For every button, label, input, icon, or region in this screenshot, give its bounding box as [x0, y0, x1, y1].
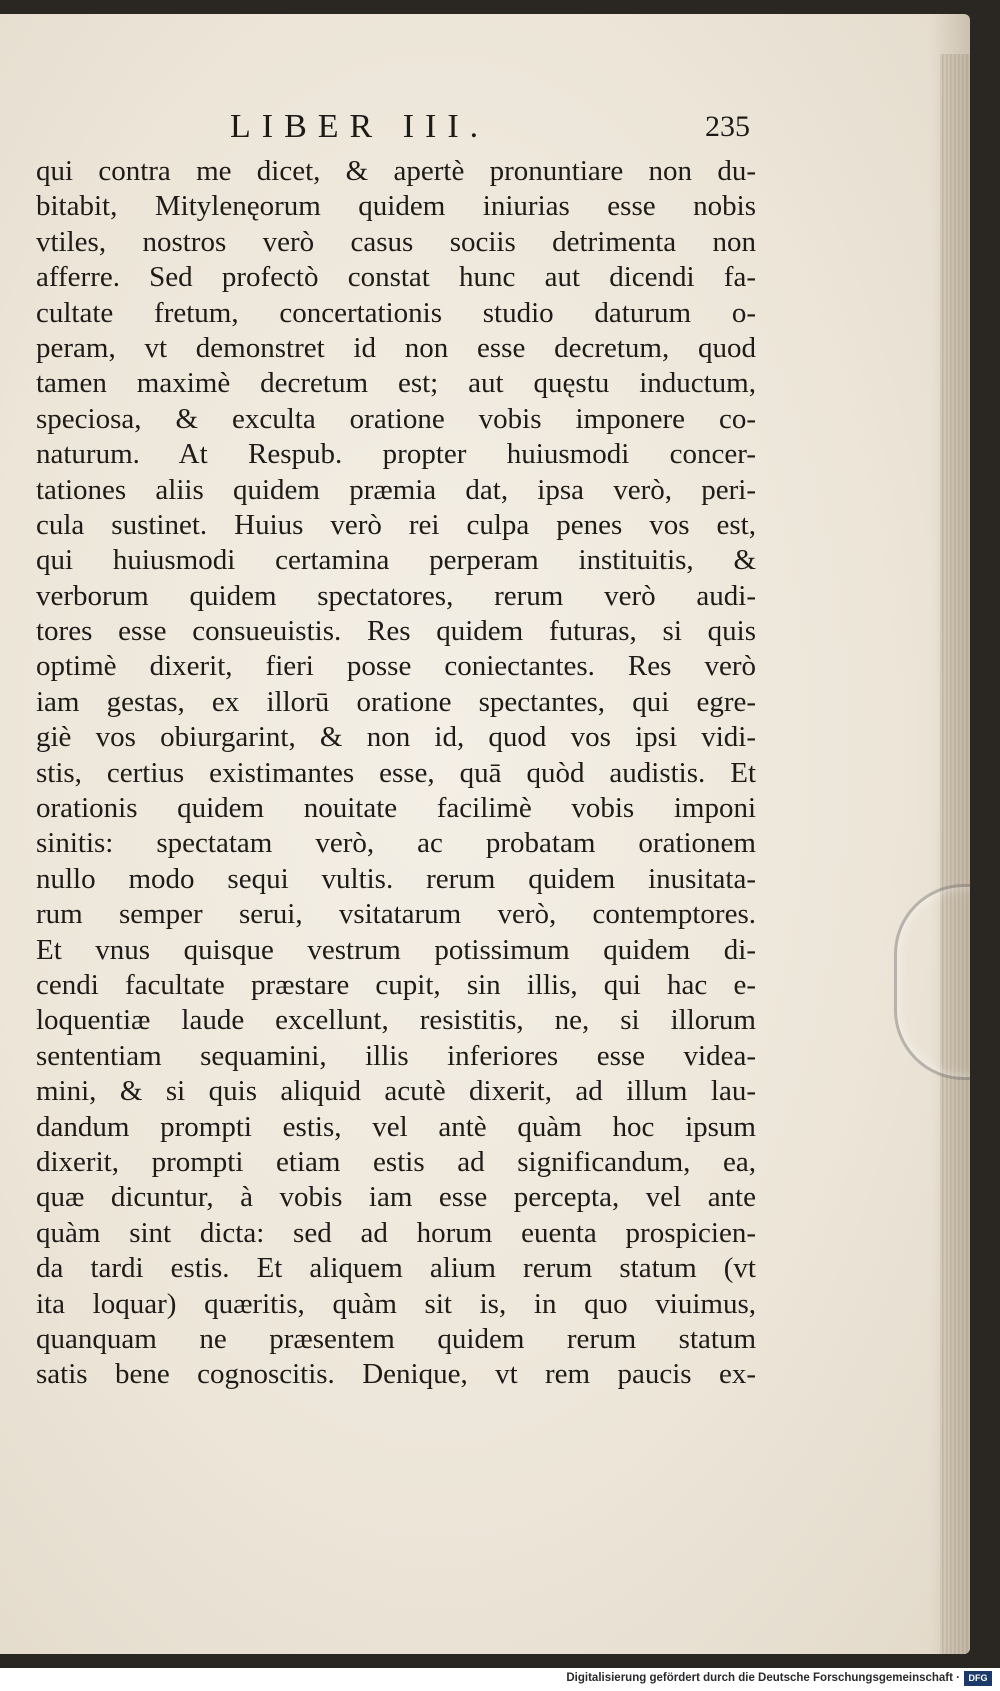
text-line: dandum prompti estis, vel antè quàm hoc ipsum [36, 1110, 756, 1143]
text-line: cendi facultate præstare cupit, sin illis, qui hac e- [36, 968, 756, 1001]
text-line: afferre. Sed profectò constat hunc aut dicendi fa- [36, 261, 756, 294]
text-line: qui huiusmodi certamina perperam instituitis, & [36, 544, 756, 577]
text-line: loquentiæ laude excellunt, resistitis, ne, si illorum [36, 1004, 756, 1037]
page-header [230, 108, 750, 148]
text-line: optimè dixerit, fieri posse coniectantes. Res verò [36, 650, 756, 683]
text-line: quanquam ne præsentem quidem rerum statum [36, 1322, 756, 1355]
text-line: giè vos obiurgarint, & non id, quod vos ipsi vidi- [36, 721, 756, 754]
body-text [36, 154, 756, 1393]
text-line: tationes aliis quidem præmia dat, ipsa verò, peri- [36, 473, 756, 506]
text-line: peram, vt demonstret id non esse decretum, quod [36, 331, 756, 364]
text-line: verborum quidem spectatores, rerum verò audi- [36, 579, 756, 612]
running-title: LIBER III. [230, 108, 490, 145]
text-line: bitabit, Mitylenęorum quidem iniurias esse nobis [36, 190, 756, 223]
text-line: tores esse consueuistis. Res quidem futuras, si quis [36, 615, 756, 648]
page-edges [940, 54, 970, 1654]
page-number: 235 [705, 110, 750, 143]
text-line: rum semper serui, vsitatarum verò, contemptores. [36, 898, 756, 931]
text-line: naturum. At Respub. propter huiusmodi concer- [36, 438, 756, 471]
book-page [0, 14, 970, 1654]
text-line: mini, & si quis aliquid acutè dixerit, ad illum lau- [36, 1075, 756, 1108]
text-line: quæ dicuntur, à vobis iam esse percepta, vel ante [36, 1181, 756, 1214]
text-line: nullo modo sequi vultis. rerum quidem inusitata- [36, 862, 756, 895]
text-line: tamen maximè decretum est; aut quęstu inductum, [36, 367, 756, 400]
text-line: stis, certius existimantes esse, quā quòd audistis. Et [36, 756, 756, 789]
text-line: orationis quidem nouitate facilimè vobis imponi [36, 792, 756, 825]
footer-bar [0, 1668, 1000, 1691]
dfg-logo: DFG [964, 1671, 992, 1686]
text-line: iam gestas, ex illorū oratione spectantes, qui egre- [36, 685, 756, 718]
text-line: cultate fretum, concertationis studio daturum o- [36, 296, 756, 329]
text-line: dixerit, prompti etiam estis ad significandum, ea, [36, 1145, 756, 1178]
text-line: sinitis: spectatam verò, ac probatam orationem [36, 827, 756, 860]
text-line: quàm sint dicta: sed ad horum euenta prospicien- [36, 1216, 756, 1249]
text-line: sententiam sequamini, illis inferiores esse videa- [36, 1039, 756, 1072]
text-line: ita loquar) quæritis, quàm sit is, in quo viuimus, [36, 1287, 756, 1320]
text-line: qui contra me dicet, & apertè pronuntiare non du- [36, 155, 756, 187]
text-line: satis bene cognoscitis. Denique, vt rem paucis ex- [36, 1358, 756, 1391]
text-line: vtiles, nostros verò casus sociis detrimenta non [36, 225, 756, 258]
digitization-credit: Digitalisierung gefördert durch die Deutsche Forschungsgemeinschaft · [566, 1672, 960, 1684]
text-line: speciosa, & exculta oratione vobis imponere co- [36, 402, 756, 435]
text-line: da tardi estis. Et aliquem alium rerum statum (vt [36, 1252, 756, 1285]
text-line: Et vnus quisque vestrum potissimum quidem di- [36, 933, 756, 966]
text-line: cula sustinet. Huius verò rei culpa penes vos est, [36, 508, 756, 541]
page-clip [894, 884, 970, 1080]
